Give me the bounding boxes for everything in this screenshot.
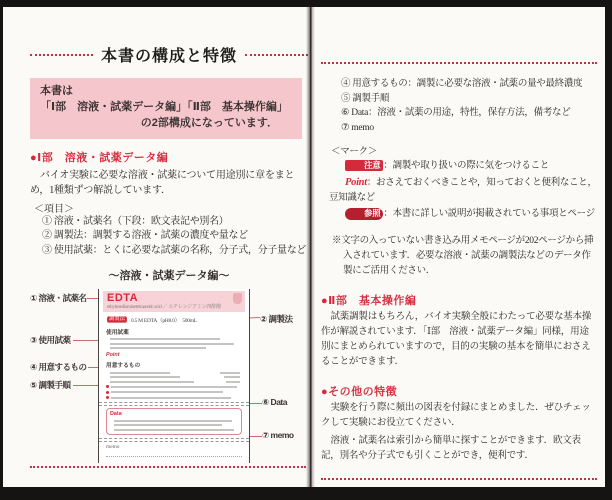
list-item: ① 溶液・試薬名（下段：欧文表記や別名）	[42, 215, 229, 227]
part1-body: バイオ実験に必要な溶液・試薬について用途別に章をまとめ，1種類ずつ解説しています．	[30, 169, 295, 196]
flask-icon	[233, 293, 242, 304]
annotation-prepare: ④ 用意するもの	[30, 362, 87, 373]
leader-line	[248, 436, 262, 437]
page-spread	[3, 7, 605, 487]
card-procedure-step	[106, 391, 242, 394]
card-point-label: Point	[106, 352, 120, 358]
list-item: ④ 用意するもの：調製に必要な溶液・試薬の量や最終濃度	[341, 79, 583, 89]
mark-reference	[321, 207, 597, 221]
section-heading-part2: ●Ⅱ部 基本操作編	[321, 294, 417, 307]
dotted-rule-top-right	[321, 62, 597, 64]
title-row	[30, 43, 308, 66]
card-title: EDTA	[107, 292, 139, 305]
intro-line-2: 「Ⅰ部 溶液・試薬データ編」「Ⅱ部 基本操作編」	[40, 100, 288, 113]
dotted-rule-bottom-left	[30, 466, 306, 468]
mark-text: ：調製や取り扱いの際に気をつけること	[383, 160, 550, 171]
card-procedure-step	[106, 396, 242, 399]
step-bullet-icon	[106, 391, 109, 394]
part2-body: 試薬調製はもちろん，バイオ実験全般にわたって必要な基本操作が解説されています．「Ⅰ部 溶液・試薬データ編」同様，用途別にまとめられていますので，目的の実験の基本を簡単におさえることができます．	[321, 311, 592, 368]
diagram-caption: ～溶液・試薬データ編～	[108, 270, 230, 283]
list-item: ⑤ 調製手順	[341, 93, 390, 104]
card-data-box	[106, 408, 242, 435]
leader-line	[248, 403, 262, 404]
card-memo-label: memo	[106, 444, 120, 450]
card-prepare-row	[106, 372, 242, 374]
annotation-solution-name: ① 溶液・試薬名	[30, 293, 87, 304]
caution-badge: 注意	[345, 160, 383, 171]
card-subtitle: ethylenediaminetetraacetic acid ／ エチレンジアミン四酢酸	[107, 304, 221, 310]
mark-text: ：おさえておくべきことや，知っておくと便利なこと，豆知識など	[329, 178, 597, 203]
card-prep-row	[106, 315, 242, 324]
page-title: 本書の構成と特徴	[101, 48, 238, 65]
others-body-2: 溶液・試薬名は索引から簡単に探すことができます．欧文表記，別名や分子式でも引くことができ，便利です．	[321, 435, 581, 461]
step-bullet-icon	[106, 385, 109, 388]
torn-edge-divider	[99, 402, 249, 406]
leader-line	[73, 385, 98, 386]
point-badge: Point	[345, 177, 367, 189]
intro-box	[30, 78, 302, 139]
annotation-reagents: ③ 使用試薬	[30, 335, 71, 346]
card-data-label: Data	[110, 411, 122, 418]
intro-line-1: 本書は	[40, 85, 73, 97]
items-list	[30, 215, 308, 259]
card-procedure-step	[106, 385, 242, 388]
card-prepare-row	[106, 381, 242, 383]
sample-page-diagram	[30, 289, 308, 465]
dotted-rule-bottom-right	[321, 478, 597, 480]
text-placeholder	[114, 424, 222, 426]
card-memo-area	[106, 444, 242, 463]
dotted-rule	[245, 54, 308, 56]
card-prepare-row	[106, 376, 242, 378]
section-heading-others: ●その他の特徴	[321, 386, 398, 399]
marks-label: ＜マーク＞	[331, 146, 378, 157]
text-placeholder	[110, 338, 220, 340]
card-prepare-label: 用意するもの	[106, 363, 141, 370]
right-page	[321, 62, 597, 464]
list-item: ⑥ Data：溶液・試薬の用途，特性，保存方法，備考など	[341, 108, 571, 119]
leader-line	[87, 298, 98, 299]
text-placeholder	[110, 343, 234, 345]
torn-edge-divider	[99, 438, 249, 442]
annotation-data: ⑥ Data	[262, 397, 287, 408]
annotation-memo: ⑦ memo	[262, 430, 294, 441]
card-reagent-label: 使用試薬	[106, 329, 129, 336]
mark-text: ：本書に詳しい説明が掲載されている事項とページ	[383, 209, 595, 220]
text-placeholder	[110, 347, 206, 349]
memo-rule	[106, 450, 242, 457]
left-page	[30, 43, 308, 465]
annotation-procedure: ⑤ 調製手順	[30, 380, 71, 391]
dotted-rule	[30, 54, 93, 56]
mark-caution	[321, 159, 597, 173]
items-label: ＜項目＞	[34, 203, 74, 215]
leader-line	[73, 340, 98, 341]
text-placeholder	[114, 429, 234, 431]
prep-method-text: 0.5 M EDTA（pH8.0） 500mL	[131, 318, 197, 325]
reference-badge: 参照	[345, 208, 383, 219]
items-list-continued	[321, 77, 597, 136]
mark-point	[321, 175, 597, 205]
memo-rule	[106, 457, 242, 463]
list-item: ② 調製法：調製する溶液・試薬の濃度や量など	[42, 230, 248, 242]
list-item: ⑦ memo	[341, 123, 374, 134]
step-bullet-icon	[106, 396, 109, 399]
others-body-1: 実験を行う際に頻出の図表を付録にまとめました．ぜひチェックして実験にお役立てください．	[321, 403, 591, 429]
prep-method-badge: 調製法	[108, 316, 126, 323]
section-heading-part1: ●Ⅰ部 溶液・試薬データ編	[30, 151, 169, 164]
memo-pages-note: ※文字の入っていない書き込み用メモページが202ページから挿入されています．必要な溶液・試薬の調製法などのデータ作製にご活用ください．	[332, 236, 594, 276]
card-header	[103, 291, 245, 312]
book-gutter	[306, 7, 315, 487]
text-placeholder	[114, 420, 232, 422]
list-item: ③ 使用試薬：とくに必要な試薬の名称，分子式，分子量など	[42, 244, 307, 256]
sample-data-card	[98, 289, 250, 463]
leader-line	[88, 367, 98, 368]
intro-line-3: の2部構成になっています．	[140, 116, 278, 129]
annotation-prep-method: ② 調製法	[260, 314, 293, 325]
